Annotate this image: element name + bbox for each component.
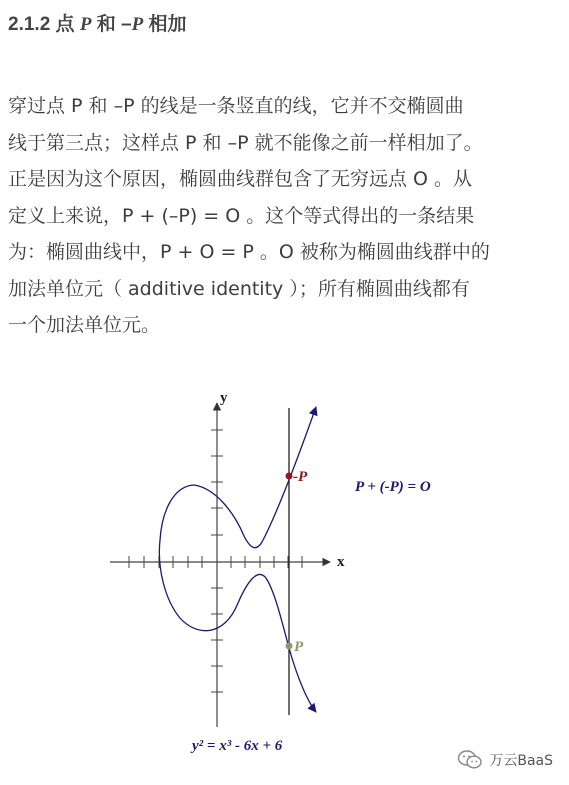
paragraph-line: 正是因为这个原因，椭圆曲线群包含了无穷远点 O 。从: [8, 168, 473, 190]
body-paragraph: [8, 88, 568, 344]
wechat-icon: [457, 749, 483, 771]
identity-equation: P + (-P) = O: [355, 479, 431, 495]
paragraph-line: 一个加法单位元。: [8, 314, 161, 336]
point-p-label: P: [294, 639, 304, 655]
section-heading: [8, 9, 187, 36]
paragraph-line: 加法单位元（ additive identity ）；所有椭圆曲线都有: [8, 277, 470, 300]
watermark: [457, 749, 553, 771]
x-axis-label: x: [337, 554, 345, 570]
heading-point-neg-p: P: [131, 14, 144, 35]
heading-text-3: 相加: [148, 14, 187, 35]
axes: [110, 403, 330, 727]
point-p: [286, 643, 293, 650]
heading-point-p: P: [79, 14, 92, 35]
paragraph-line: 线于第三点；这样点 P 和 –P 就不能像之前一样相加了。: [8, 131, 483, 154]
elliptic-curve-figure: [0, 380, 569, 760]
axis-ticks: [129, 430, 302, 692]
heading-minus: –: [121, 14, 132, 35]
watermark-text: 万云BaaS: [489, 753, 553, 769]
point-neg-p-label: -P: [293, 469, 308, 485]
paragraph-line: 穿过点 P 和 –P 的线是一条竖直的线，它并不交椭圆曲: [8, 95, 464, 117]
paragraph-line: 为：椭圆曲线中，P + O = P 。O 被称为椭圆曲线群中的: [8, 241, 490, 263]
heading-text-2: 和: [96, 14, 116, 35]
heading-number: 2.1.2: [8, 14, 51, 35]
point-neg-p: [286, 473, 293, 480]
elliptic-curve: [159, 407, 316, 712]
heading-text-1: 点: [55, 14, 75, 35]
paragraph-line: 定义上来说，P + (–P) = O 。这个等式得出的一条结果: [8, 204, 475, 227]
y-axis-label: y: [220, 390, 228, 406]
curve-equation: y² = x³ - 6x + 6: [192, 738, 283, 754]
